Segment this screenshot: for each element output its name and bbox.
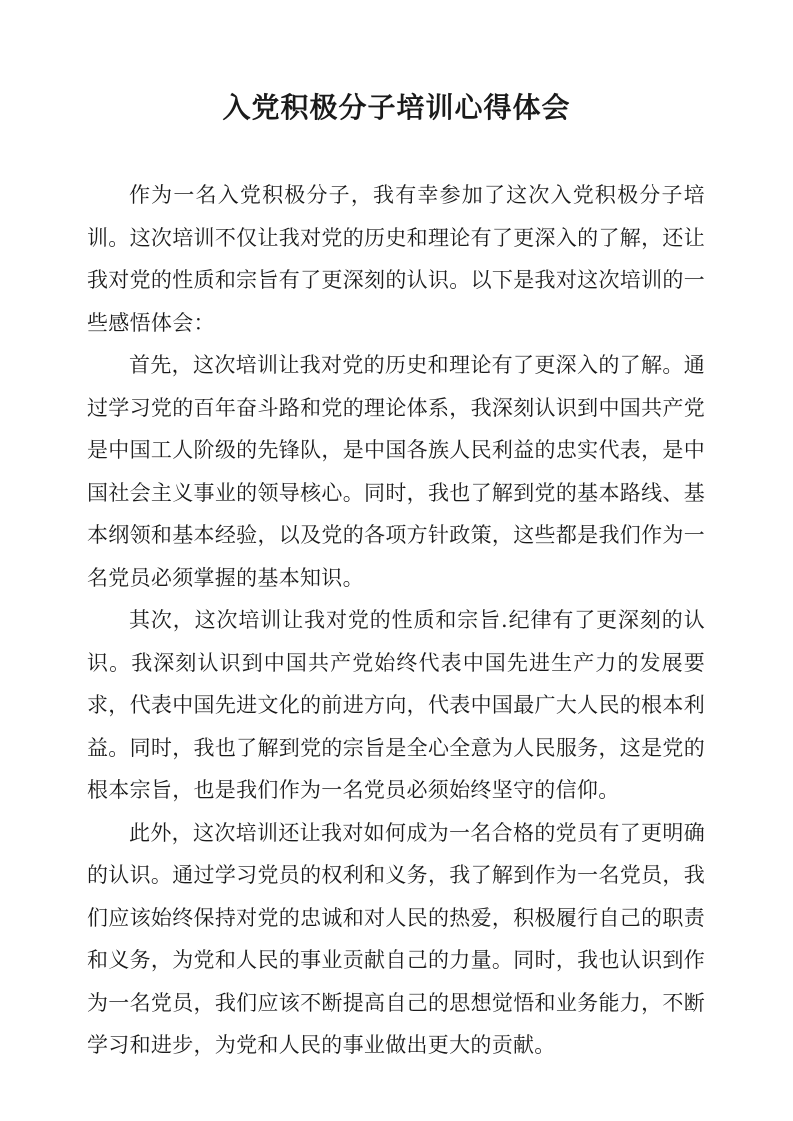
paragraph-third: 此外，这次培训还让我对如何成为一名合格的党员有了更明确的认识。通过学习党员的权利和义务，我了解到作为一名党员，我们应该始终保持对党的忠诚和对人民的热爱，积极履行自己的职责和义务，为党和人民的事业贡献自己的力量。同时，我也认识到作为一名党员，我们应该不断提高自己的思想觉悟和业务能力，不断学习和进步，为党和人民的事业做出更大的贡献。 <box>87 820 705 1057</box>
document-body <box>87 174 705 1067</box>
paragraph-first: 首先，这次培训让我对党的历史和理论有了更深入的了解。通过学习党的百年奋斗路和党的理论体系，我深刻认识到中国共产党是中国工人阶级的先锋队，是中国各族人民利益的忠实代表，是中国社会主义事业的领导核心。同时，我也了解到党的基本路线、基本纲领和基本经验，以及党的各项方针政策，这些都是我们作为一名党员必须掌握的基本知识。 <box>87 353 705 590</box>
paragraph-second: 其次，这次培训让我对党的性质和宗旨.纪律有了更深刻的认识。我深刻认识到中国共产党始终代表中国先进生产力的发展要求，代表中国先进文化的前进方向，代表中国最广大人民的根本利益。同时，我也了解到党的宗旨是全心全意为人民服务，这是党的根本宗旨，也是我们作为一名党员必须始终坚守的信仰。 <box>87 608 705 802</box>
paragraph-intro: 作为一名入党积极分子，我有幸参加了这次入党积极分子培训。这次培训不仅让我对党的历史和理论有了更深入的了解，还让我对党的性质和宗旨有了更深刻的认识。以下是我对这次培训的一些感悟体会： <box>87 183 705 335</box>
document-title: 入党积极分子培训心得体会 <box>222 91 571 124</box>
